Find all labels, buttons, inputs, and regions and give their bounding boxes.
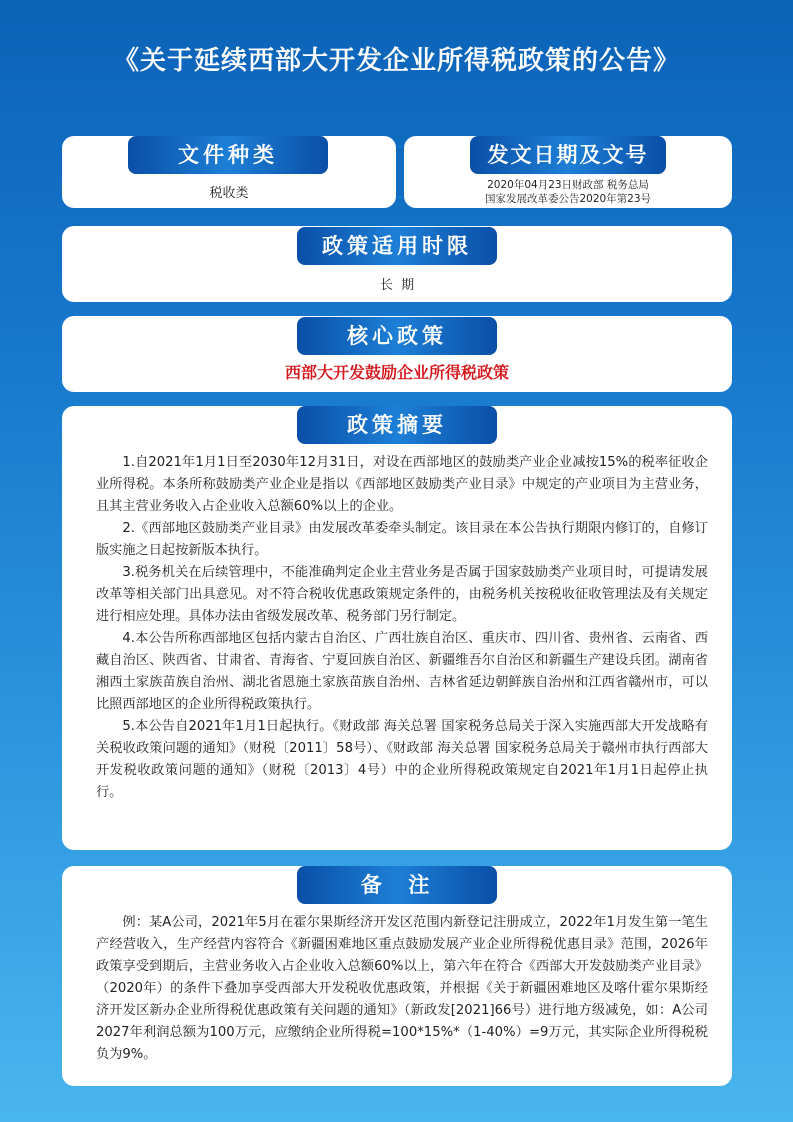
file-type-label: 文件种类: [128, 136, 328, 174]
notes-paragraph: 例：某A公司，2021年5月在霍尔果斯经济开发区范围内新登记注册成立，2022年1月发生第一笔生产经营收入，生产经营内容符合《新疆困难地区重点鼓励发展产业企业所得税优惠目录》范围，2026年政策享受到期后，主营业务收入占企业收入总额60%以上，第六年在符合《西部大开发鼓励类产业目录》（2020年）的条件下叠加享受西部大开发税收优惠政策，并根据《关于新疆困难地区及喀什霍尔果斯经济开发区新办企业所得税优惠政策有关问题的通知》（新政发[2021]66号）进行地方级减免，如：A公司2027年利润总额为100万元，应缴纳企业所得税=100*15%*（1-40%）=9万元，其实际企业所得税税负为9%。: [96, 915, 708, 1062]
core-value: 西部大开发鼓励企业所得税政策: [284, 363, 509, 382]
period-value: 长 期: [379, 278, 415, 293]
summary-paragraph: 2.《西部地区鼓励类产业目录》由发展改革委牵头制定。该目录在本公告执行期限内修订的，自修订版实施之日起按新版本执行。: [96, 521, 708, 558]
issue-line-2: 国家发展改革委公告2020年第23号: [484, 193, 652, 205]
period-label: 政策适用时限: [297, 227, 497, 265]
summary-label: 政策摘要: [297, 406, 497, 444]
file-type-value: 税收类: [209, 186, 249, 201]
notes-text: [96, 912, 708, 1066]
notes-label: 备 注: [297, 866, 497, 904]
summary-paragraph: 5.本公告自2021年1月1日起执行。《财政部 海关总署 国家税务总局关于深入实施西部大开发战略有关税收政策问题的通知》（财税〔2011〕58号）、《财政部 海关总署 国家税务总局关于赣州市执行西部大开发税收政策问题的通知》（财税〔2013〕4号）中的企业所得税政策规定自2021年1月1日起停止执行。: [96, 719, 708, 800]
issue-label: 发文日期及文号: [470, 136, 666, 174]
summary-paragraph: 1.自2021年1月1日至2030年12月31日，对设在西部地区的鼓励类产业企业减按15%的税率征收企业所得税。本条所称鼓励类产业企业是指以《西部地区鼓励类产业目录》中规定的产业项目为主营业务，且其主营业务收入占企业收入总额60%以上的企业。: [96, 455, 708, 514]
page-title: 《关于延续西部大开发企业所得税政策的公告》: [112, 46, 680, 76]
summary-text: [96, 452, 708, 804]
summary-paragraph: 3.税务机关在后续管理中，不能准确判定企业主营业务是否属于国家鼓励类产业项目时，可提请发展改革等相关部门出具意见。对不符合税收优惠政策规定条件的，由税务机关按税收征收管理法及有关规定进行相应处理。具体办法由省级发展改革、税务部门另行制定。: [96, 565, 708, 624]
core-label: 核心政策: [297, 317, 497, 355]
issue-date-number: [404, 178, 732, 206]
summary-paragraph: 4.本公告所称西部地区包括内蒙古自治区、广西壮族自治区、重庆市、四川省、贵州省、云南省、西藏自治区、陕西省、甘肃省、青海省、宁夏回族自治区、新疆维吾尔自治区和新疆生产建设兵团。湖南省湘西土家族苗族自治州、湖北省恩施土家族苗族自治州、吉林省延边朝鲜族自治州和江西省赣州市，可以比照西部地区的企业所得税政策执行。: [96, 631, 708, 712]
issue-line-1: 2020年04月23日财政部 税务总局: [487, 179, 649, 191]
